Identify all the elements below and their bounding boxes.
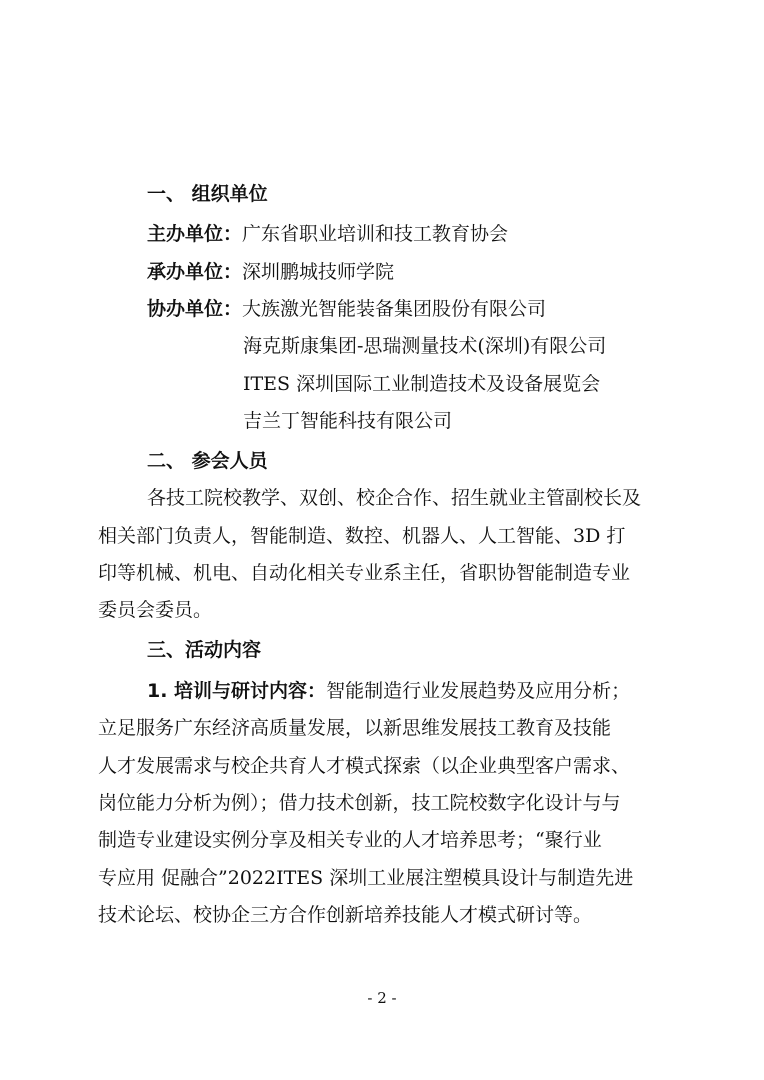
- coorganizer-value: 海克斯康集团-思瑞测量技术(深圳)有限公司: [243, 335, 607, 357]
- paragraph-line: 委员会委员。: [98, 599, 213, 621]
- coorganizer-row: [147, 297, 546, 321]
- paragraph-line: 技术论坛、校协企三方合作创新培养技能人才模式研讨等。: [98, 904, 593, 926]
- coorganizer-label: 协办单位：: [147, 298, 243, 320]
- item-1-row: [147, 679, 630, 703]
- host-value: 广东省职业培训和技工教育协会: [242, 223, 509, 245]
- paragraph-line: 相关部门负责人，智能制造、数控、机器人、人工智能、3D 打: [98, 525, 626, 547]
- paragraph-line: 制造专业建设实例分享及相关专业的人才培养思考；“聚行业: [98, 829, 602, 851]
- paragraph-line: 印等机械、机电、自动化相关专业系主任，省职协智能制造专业: [98, 562, 631, 584]
- section-1-heading: 一、 组织单位: [147, 183, 268, 205]
- paragraph-line: 人才发展需求与校企共育人才模式探索（以企业典型客户需求、: [98, 755, 631, 777]
- page-number: - 2 -: [367, 989, 397, 1007]
- organizer-value: 深圳鹏城技师学院: [242, 261, 395, 283]
- paragraph-line: 立足服务广东经济高质量发展，以新思维发展技工教育及技能: [98, 717, 612, 739]
- paragraph-line: 各技工院校教学、双创、校企合作、招生就业主管副校长及: [147, 487, 642, 509]
- organizer-row: [147, 260, 394, 284]
- item-1-first: 智能制造行业发展趋势及应用分析；: [326, 680, 631, 702]
- coorganizer-value: 大族激光智能装备集团股份有限公司: [242, 298, 547, 320]
- host-row: [147, 222, 508, 246]
- paragraph-line: 岗位能力分析为例）；借力技术创新，技工院校数字化设计与与: [98, 792, 621, 814]
- item-1-label: 1. 培训与研讨内容：: [147, 680, 327, 702]
- organizer-label: 承办单位：: [147, 261, 243, 283]
- coorganizer-value: ITES 深圳国际工业制造技术及设备展览会: [243, 373, 601, 395]
- paragraph-line: 专应用 促融合”2022ITES 深圳工业展注塑模具设计与制造先进: [98, 867, 634, 889]
- section-2-heading: 二、 参会人员: [147, 450, 268, 472]
- section-3-heading: 三、活动内容: [147, 639, 262, 661]
- host-label: 主办单位：: [147, 223, 243, 245]
- coorganizer-value: 吉兰丁智能科技有限公司: [243, 410, 453, 432]
